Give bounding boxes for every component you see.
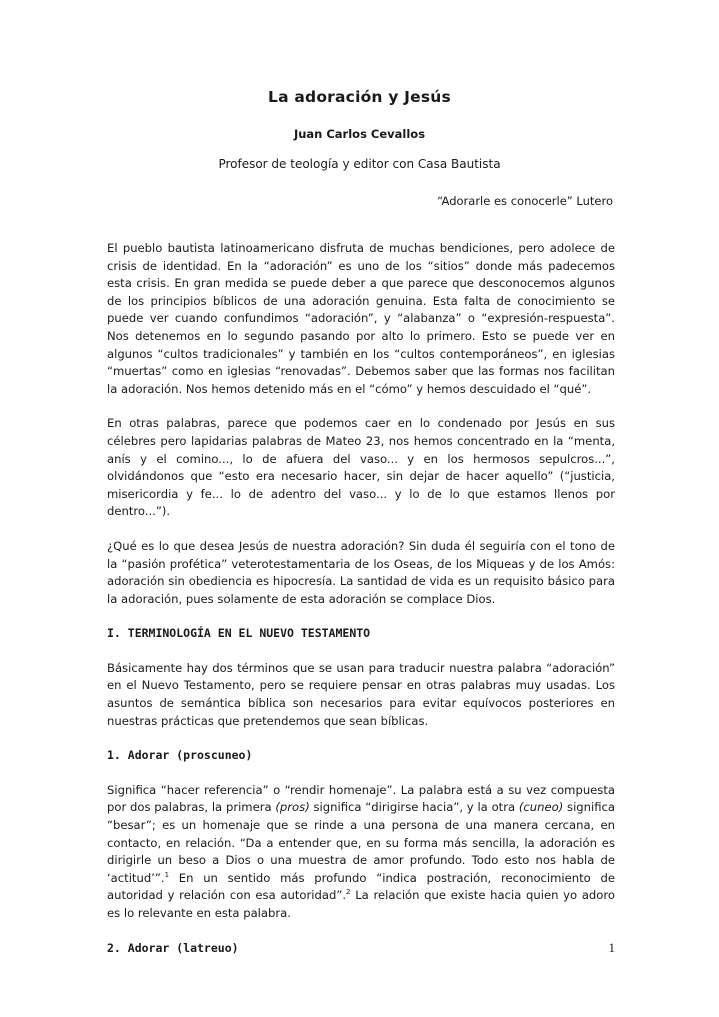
paragraph-proscuneo xyxy=(107,782,615,923)
epigraph-quote: “Adorarle es conocerle” Lutero xyxy=(437,194,613,208)
text-run: significa “besar”; es un homenaje que se rinde a una persona de una manera cercana, en contacto, en relación. “Da a entender que, en su forma más sencilla, la adoración es dirigirle un beso a Dios o una muestra de amor profundo. Todo esto nos habla de ‘actitud’”. xyxy=(107,800,615,885)
paragraph-terminos: Básicamente hay dos términos que se usan para traducir nuestra palabra “adoración” en el Nuevo Testamento, pero se requiere pensar en otras palabras muy usadas. Los asuntos de semántica bíblica son necesarios para evitar equívocos posteriores en nuestras prácticas que pretendemos que sean bíblicas. xyxy=(107,660,615,728)
text-run: En un sentido más profundo “indica postración, reconocimiento de autoridad y relación con esa autoridad”. xyxy=(107,870,615,903)
subheading-proscuneo: 1. Adorar (proscuneo) xyxy=(107,748,253,763)
author-name: Juan Carlos Cevallos xyxy=(293,127,426,141)
page-number: 1 xyxy=(608,940,615,955)
document-body xyxy=(107,240,615,974)
paragraph-intro: El pueblo bautista latinoamericano disfruta de muchas bendiciones, pero adolece de crisis de identidad. En la “adoración” es uno de los “sitios” donde más padecemos esta crisis. En gran medida se puede deber a que parece que desconocemos algunos de los principios bíblicos de una adoración genuina. Esta falta de conocimiento se puede ver cuando confundimos “adoración”, y “alabanza” o “expresión-respuesta”. Nos detenemos en lo segundo pasando por alto lo primero. Esto se puede ver en algunos “cultos tradicionales” y también en los “cultos contemporáneos”, en iglesias “muertas” como en iglesias “renovadas”. Debemos saber que las formas nos facilitan la adoración. Nos hemos detenido más en el “cómo” y hemos descuidado el “qué”. xyxy=(107,241,615,396)
footnote-ref-2[interactable]: 2 xyxy=(346,888,351,897)
footnote-ref-1[interactable]: 1 xyxy=(164,870,170,879)
text-run: La relación que existe hacia quien yo adoro es lo relevante en esta palabra. xyxy=(107,888,615,920)
text-run: significa “dirigirse hacia”, y la otra xyxy=(309,800,519,815)
author-affiliation: Profesor de teología y editor con Casa Bautista xyxy=(218,157,501,171)
section-heading-terminologia: I. TERMINOLOGÍA EN EL NUEVO TESTAMENTO xyxy=(107,626,371,641)
document-title: La adoración y Jesús xyxy=(268,88,451,106)
term-pros: (pros) xyxy=(275,800,310,815)
subheading-latreuo: 2. Adorar (latreuo) xyxy=(107,940,239,955)
paragraph-mateo: En otras palabras, parece que podemos caer en lo condenado por Jesús en sus célebres pero lapidarias palabras de Mateo 23, nos hemos concentrado en la “menta, anís y el comino..., lo de afuera del vaso... y en los hermosos sepulcros...”, olvidándonos que “esto era necesario hacer, sin dejar de hacer aquello” (“justicia, misericordia y fe... lo de adentro del vaso... y lo de lo que estamos llenos por dentro...”). xyxy=(107,416,615,519)
term-cuneo: (cuneo) xyxy=(518,800,564,815)
text-run: Significa “hacer referencia” o “rendir homenaje”. La palabra está a su vez compuesta por dos palabras, la primera xyxy=(107,782,615,815)
paragraph-question: ¿Qué es lo que desea Jesús de nuestra adoración? Sin duda él seguiría con el tono de la “pasión profética” veterotestamentaria de los Oseas, de los Miqueas y de los Amós: adoración sin obediencia es hipocresía. La santidad de vida es un requisito básico para la adoración, pues solamente de esta adoración se complace Dios. xyxy=(107,538,615,606)
